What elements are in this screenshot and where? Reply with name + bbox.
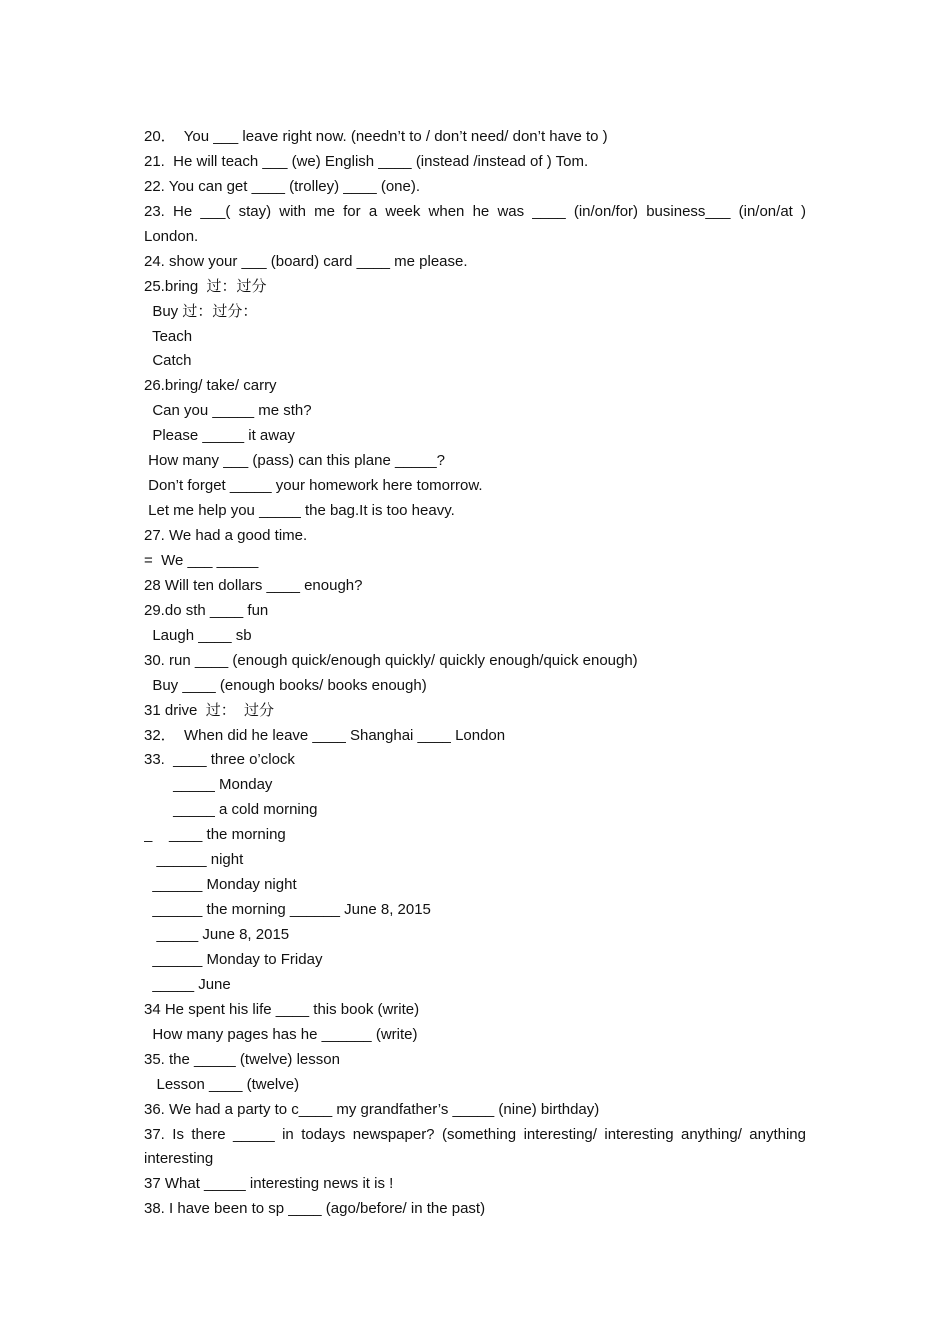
text-line: 34 He spent his life ____ this book (write): [144, 1000, 420, 1018]
text-line: Laugh ____ sb: [144, 626, 252, 644]
text-line: Catch: [144, 352, 192, 370]
text-line: Please _____ it away: [144, 427, 295, 445]
text-line: ______ night: [144, 851, 244, 869]
text-line: 29.do sth ____ fun: [144, 601, 269, 619]
text-line: 20． You ___ leave right now. (needn’t to / don’t need/ don’t have to ): [144, 128, 608, 145]
text-line: 38. I have been to sp ____ (ago/before/ in the past): [144, 1200, 486, 1218]
text-line: _ ____ the morning: [144, 826, 286, 844]
text-line: _____ Monday: [144, 776, 273, 794]
text-line: Teach: [144, 327, 193, 345]
text-line: 24. show your ___ (board) card ____ me please.: [144, 252, 468, 270]
text-line: 27. We had a good time.: [144, 527, 308, 544]
text-line: 37 What _____ interesting news it is !: [144, 1175, 394, 1193]
text-line: ______ Monday to Friday: [144, 950, 323, 968]
text-line: Don’t forget _____ your homework here tomorrow.: [144, 477, 483, 495]
text-line: Let me help you _____ the bag.It is too heavy.: [144, 502, 455, 520]
text-line: 21. He will teach ___ (we) English ____ (instead /instead of ) Tom.: [144, 152, 589, 170]
text-line: 36. We had a party to c____ my grandfather’s _____ (nine) birthday): [144, 1100, 600, 1118]
text-line: ______ Monday night: [144, 876, 297, 894]
text-line: 33. ____ three o’clock: [144, 751, 295, 769]
text-line: 22. You can get ____ (trolley) ____ (one).: [144, 177, 421, 195]
text-line: London.: [144, 227, 199, 245]
text-line: _____ June: [144, 975, 231, 993]
text-line: Buy ____ (enough books/ books enough): [144, 676, 427, 694]
text-line: 25.bring 过：过分: [144, 277, 267, 295]
text-line: 26.bring/ take/ carry: [144, 377, 277, 395]
text-line: = We ___ _____: [144, 551, 259, 569]
text-line: 30. run ____ (enough quick/enough quickly/ quickly enough/quick enough): [144, 651, 638, 669]
text-line: interesting: [144, 1150, 214, 1168]
exercise-list: [144, 125, 806, 1222]
text-line: 31 drive 过： 过分: [144, 701, 275, 719]
text-line: _____ a cold morning: [144, 801, 318, 819]
text-line: How many pages has he ______ (write): [144, 1025, 418, 1043]
text-line: Buy 过：过分：: [144, 302, 258, 320]
text-line: Can you _____ me sth?: [144, 402, 312, 420]
text-line: 35. the _____ (twelve) lesson: [144, 1050, 340, 1068]
text-line: 32． When did he leave ____ Shanghai ____ London: [144, 726, 506, 744]
text-line: 23. He ___( stay) with me for a week when he was ____ (in/on/for) business___ (in/on/at ): [144, 202, 806, 220]
text-line: Lesson ____ (twelve): [144, 1075, 300, 1093]
text-line: How many ___ (pass) can this plane _____?: [144, 452, 446, 470]
text-line: _____ June 8, 2015: [144, 926, 290, 943]
text-line: ______ the morning ______ June 8, 2015: [144, 901, 431, 919]
text-line: 28 Will ten dollars ____ enough?: [144, 576, 363, 594]
text-line: 37. Is there _____ in todays newspaper? (something interesting/ interesting anything/ anything: [144, 1125, 806, 1143]
